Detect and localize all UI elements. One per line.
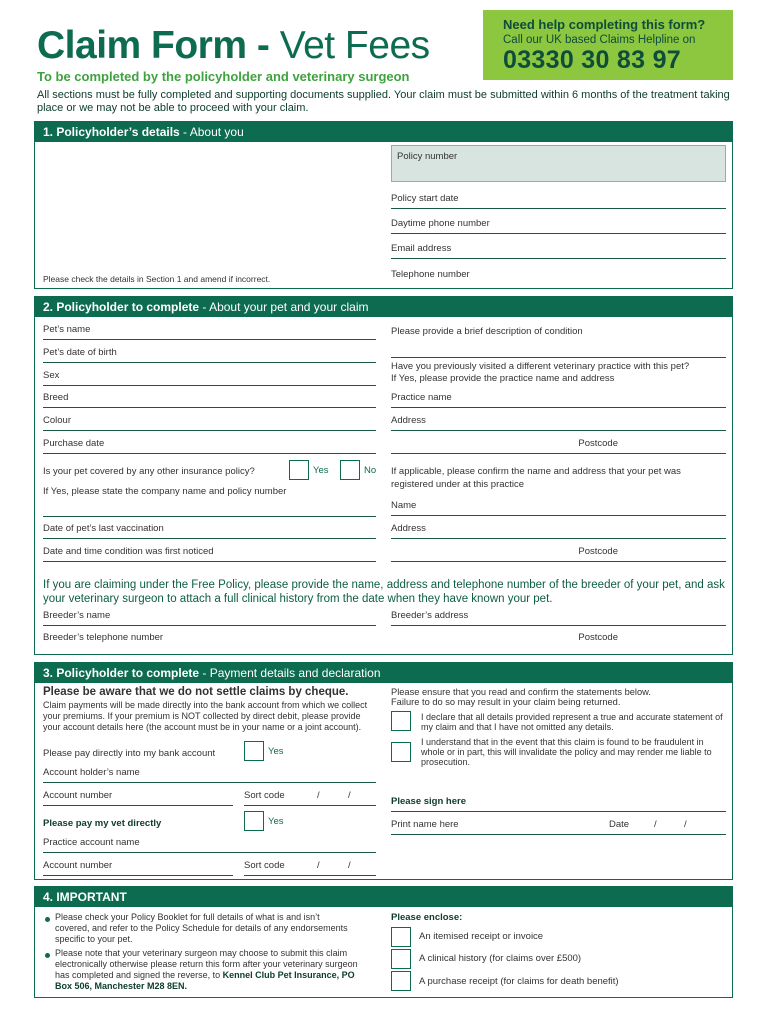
other-insurance-no-checkbox[interactable]: [340, 460, 360, 480]
prev-practice-label: Have you previously visited a different veterinary practice with this pet? If Yes, please provide the practice name and address: [391, 361, 690, 384]
account-number-2-field[interactable]: Account number: [43, 860, 233, 876]
intro-text: All sections must be fully completed and supporting documents supplied. Your claim must be submitted within 6 months of the treatment taking place or we may not be able to proceed with your claim.: [37, 89, 730, 114]
payments-info: Claim payments will be made directly into the bank account from which we collect your premiums. If your premium is NOT collected by direct debit, please provide your account details here (the account must be in your name or a joint account).: [43, 700, 368, 732]
telephone-field[interactable]: Telephone number: [391, 269, 470, 280]
enclose-receipt-checkbox[interactable]: [391, 927, 411, 947]
declare-text: I declare that all details provided represent a true and accurate statement of my claim and that I have not omitted any details.: [421, 712, 723, 732]
registered-postcode-field[interactable]: Postcode: [391, 546, 726, 562]
other-insurance-label: Is your pet covered by any other insurance policy?: [43, 466, 255, 477]
declare-checkbox[interactable]: [391, 711, 411, 731]
enclose-receipt-label: An itemised receipt or invoice: [419, 931, 544, 942]
breeder-postcode-field[interactable]: Postcode: [578, 632, 618, 643]
pay-vet-checkbox[interactable]: [244, 811, 264, 831]
helpline-box: [483, 10, 733, 80]
no-cheque-note: Please be aware that we do not settle claims by cheque.: [43, 686, 349, 698]
practice-name-field[interactable]: Practice name: [391, 392, 726, 408]
purchase-date-field[interactable]: Purchase date: [43, 438, 376, 454]
account-number-field[interactable]: Account number: [43, 790, 233, 806]
other-insurance-details-field[interactable]: [43, 500, 376, 517]
help-heading: Need help completing this form?: [503, 17, 706, 32]
policy-number-field[interactable]: Policy number: [391, 145, 726, 182]
registered-label: If applicable, please confirm the name and address that your pet was registered under at this practice: [391, 466, 681, 490]
page-title: Claim Form - Vet Fees: [37, 24, 430, 67]
important-bullet-2: Please note that your veterinary surgeon may choose to submit this claim electronically otherwise please return this form after your veterinary surgeon has completed and signed the reverse, to Kennel Club Pet Insurance, PO Box 506, Manchester M28 8EN.: [55, 948, 358, 991]
section-1-header: 1. Policyholder’s details - About you: [35, 122, 732, 142]
daytime-phone-field[interactable]: Daytime phone number: [391, 218, 726, 234]
signature-field[interactable]: Please sign here: [391, 796, 726, 812]
yes-label: Yes: [313, 465, 329, 476]
print-name-field[interactable]: Print name here Date / /: [391, 819, 726, 835]
email-field[interactable]: Email address: [391, 243, 726, 259]
important-bullet-1: Please check your Policy Booklet for full details of what is and isn’t covered, and refer to the Policy Schedule for details of any endorsements specific to your pet.: [55, 912, 348, 944]
sort-code-2-field[interactable]: Sort code / /: [244, 860, 376, 876]
pay-bank-checkbox[interactable]: [244, 741, 264, 761]
policy-start-field[interactable]: Policy start date: [391, 193, 726, 209]
enclose-purchase-label: A purchase receipt (for claims for death benefit): [419, 976, 619, 987]
sort-code-field[interactable]: Sort code / /: [244, 790, 376, 806]
practice-address-field[interactable]: Address: [391, 415, 726, 431]
condition-desc-field[interactable]: [391, 342, 726, 358]
section-3: [34, 662, 733, 880]
page-subtitle: To be completed by the policyholder and veterinary surgeon: [37, 69, 410, 84]
breeder-address-field[interactable]: Breeder’s address: [391, 610, 726, 626]
free-policy-note: If you are claiming under the Free Policy, please provide the name, address and telephone number of the breeder of your pet, and ask your veterinary surgeon to attach a full clinical history from the date when they have known your pet.: [43, 579, 725, 605]
understand-checkbox[interactable]: [391, 742, 411, 762]
pet-name-field[interactable]: Pet’s name: [43, 324, 376, 340]
last-vaccination-field[interactable]: Date of pet’s last vaccination: [43, 523, 376, 539]
section-4-header: 4. IMPORTANT: [35, 887, 732, 907]
condition-desc-label: Please provide a brief description of condition: [391, 326, 583, 337]
pay-vet-yes-label: Yes: [268, 816, 284, 827]
section-4: [34, 886, 733, 998]
confirm-label: Please ensure that you read and confirm the statements below. Failure to do so may result in your claim being returned.: [391, 687, 651, 707]
pet-dob-field[interactable]: Pet’s date of birth: [43, 347, 376, 363]
pay-bank-label: Please pay directly into my bank account: [43, 748, 216, 759]
breed-field[interactable]: Breed: [43, 392, 376, 408]
pay-bank-yes-label: Yes: [268, 746, 284, 757]
if-yes-label: If Yes, please state the company name and policy number: [43, 486, 287, 497]
bullet-icon: [45, 917, 50, 922]
practice-account-field[interactable]: Practice account name: [43, 837, 376, 853]
enclose-history-checkbox[interactable]: [391, 949, 411, 969]
enclose-heading: Please enclose:: [391, 912, 463, 923]
section-1-note: Please check the details in Section 1 and amend if incorrect.: [43, 274, 271, 284]
enclose-history-label: A clinical history (for claims over £500): [419, 953, 582, 964]
account-holder-field[interactable]: Account holder’s name: [43, 767, 376, 783]
help-subheading: Call our UK based Claims Helpline on: [503, 34, 696, 46]
breeder-phone-field[interactable]: Breeder’s telephone number: [43, 632, 164, 643]
understand-text: I understand that in the event that this claim is found to be fraudulent in whole or in part, this will invalidate the policy and may render me liable to prosecution.: [421, 737, 712, 767]
breeder-name-field[interactable]: Breeder’s name: [43, 610, 376, 626]
section-1: [34, 121, 733, 289]
practice-postcode-field[interactable]: Postcode: [391, 438, 726, 454]
condition-noticed-field[interactable]: Date and time condition was first noticed: [43, 546, 376, 562]
section-2-header: 2. Policyholder to complete - About your pet and your claim: [35, 297, 732, 317]
pay-vet-label: Please pay my vet directly: [43, 818, 162, 829]
registered-name-field[interactable]: Name: [391, 500, 726, 516]
enclose-purchase-checkbox[interactable]: [391, 971, 411, 991]
section-2: [34, 296, 733, 655]
registered-address-field[interactable]: Address: [391, 523, 726, 539]
section-3-header: 3. Policyholder to complete - Payment details and declaration: [35, 663, 732, 683]
bullet-icon: [45, 953, 50, 958]
colour-field[interactable]: Colour: [43, 415, 376, 431]
sex-field[interactable]: Sex: [43, 370, 376, 386]
help-phone: 03330 30 83 97: [503, 46, 681, 74]
other-insurance-yes-checkbox[interactable]: [289, 460, 309, 480]
no-label: No: [364, 465, 377, 476]
